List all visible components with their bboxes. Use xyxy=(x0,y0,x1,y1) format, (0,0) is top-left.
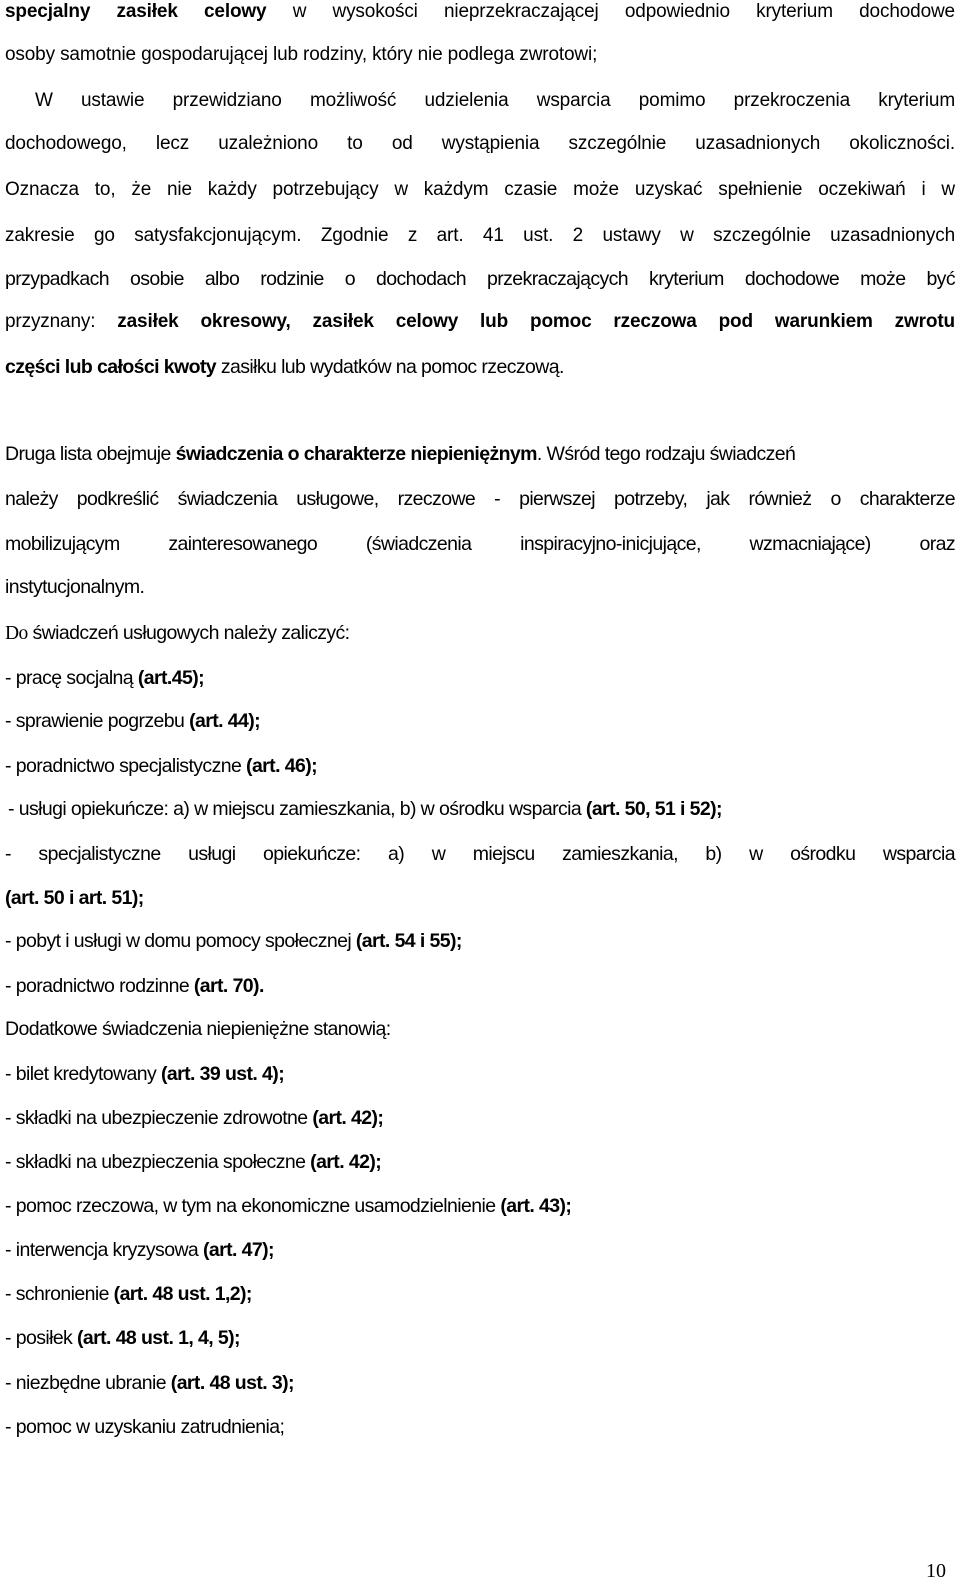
article-ref: (art. 42); xyxy=(312,1107,384,1129)
text-run: zasiłku lub wydatków na pomoc rzeczową. xyxy=(216,356,564,378)
list-item xyxy=(5,1150,381,1174)
paragraph-line: W ustawie przewidziano możliwość udzielenia wsparcia pomimo przekroczenia kryterium xyxy=(35,90,955,111)
list-item xyxy=(5,666,204,690)
list-item xyxy=(5,1062,284,1086)
paragraph-line xyxy=(5,442,795,466)
article-ref: (art. 70). xyxy=(193,975,264,997)
text-run: świadczeń usługowych należy zaliczyć: xyxy=(27,622,350,644)
article-ref: (art. 54 i 55); xyxy=(355,930,462,952)
paragraph-line: Oznacza to, że nie każdy potrzebujący w każdym czasie może uzyskać spełnienie oczekiwań i w xyxy=(5,179,955,200)
item-text: - pracę socjalną xyxy=(5,667,138,689)
paragraph-line: należy podkreślić świadczenia usługowe, rzeczowe - pierwszej potrzeby, jak również o charakterze xyxy=(5,488,955,510)
article-ref: (art. 48 ust. 1, 4, 5); xyxy=(77,1327,240,1349)
list-item xyxy=(5,1415,284,1439)
paragraph-line xyxy=(5,355,564,379)
list-item xyxy=(5,1238,274,1262)
list-item-continuation xyxy=(5,886,144,910)
item-text: - składki na ubezpieczenie zdrowotne xyxy=(5,1107,313,1129)
list-item xyxy=(5,754,317,778)
item-text: - interwencja kryzysowa xyxy=(5,1239,203,1261)
paragraph-line: przypadkach osobie albo rodzinie o dochodach przekraczających kryterium dochodowe może być xyxy=(5,268,955,290)
item-text: - pomoc rzeczowa, w tym na ekonomiczne usamodzielnienie xyxy=(5,1195,501,1217)
article-ref: (art. 50 i art. 51); xyxy=(5,887,144,909)
paragraph-line: osoby samotnie gospodarującej lub rodziny, który nie podlega zwrotowi; xyxy=(5,44,598,65)
bold-term: zasiłek okresowy, zasiłek celowy lub pomoc rzeczowa pod warunkiem zwrotu xyxy=(117,311,955,332)
list-item xyxy=(5,1282,252,1306)
article-ref: (art. 50, 51 i 52); xyxy=(585,798,722,820)
article-ref: (art. 42); xyxy=(310,1151,382,1173)
bold-term: części lub całości kwoty xyxy=(5,356,217,378)
text-run: w wysokości nieprzekraczającej odpowiednio kryterium dochodowe xyxy=(266,1,955,22)
item-text: - poradnictwo specjalistyczne xyxy=(5,755,247,777)
article-ref: (art. 48 ust. 1,2); xyxy=(113,1283,252,1305)
item-text: - poradnictwo rodzinne xyxy=(5,975,194,997)
bold-term: specjalny zasiłek celowy xyxy=(5,1,267,22)
list-item xyxy=(5,709,260,733)
item-text: - bilet kredytowany xyxy=(5,1063,161,1085)
item-text: - pobyt i usługi w domu pomocy społecznej xyxy=(5,930,356,952)
bold-term: świadczenia o charakterze niepieniężnym xyxy=(175,443,537,465)
item-text: - usługi opiekuńcze: a) w miejscu zamieszkania, b) w ośrodku wsparcia xyxy=(8,798,586,820)
article-ref: (art.45); xyxy=(137,667,204,689)
item-text: - pomoc w uzyskaniu zatrudnienia; xyxy=(5,1416,285,1438)
item-text: - sprawienie pogrzebu xyxy=(5,710,190,732)
list-item xyxy=(5,1371,294,1395)
list-item: - specjalistyczne usługi opiekuńcze: a) w miejscu zamieszkania, b) w ośrodku wsparcia xyxy=(5,843,955,865)
paragraph-line: mobilizującym zainteresowanego (świadczenia inspiracyjno-inicjujące, wzmacniające) oraz xyxy=(5,533,955,555)
paragraph-line xyxy=(5,310,955,334)
paragraph-line: instytucjonalnym. xyxy=(5,576,145,598)
paragraph-line: dochodowego, lecz uzależniono to od wystąpienia szczególnie uzasadnionych okoliczności. xyxy=(5,133,955,154)
text-run: Druga lista obejmuje xyxy=(5,443,176,465)
list-item xyxy=(5,929,462,953)
article-ref: (art. 39 ust. 4); xyxy=(161,1063,285,1085)
text-run: . Wśród tego rodzaju świadczeń xyxy=(536,443,796,465)
item-text: - posiłek xyxy=(5,1327,78,1349)
item-text: - niezbędne ubranie xyxy=(5,1372,171,1394)
article-ref: (art. 48 ust. 3); xyxy=(170,1372,294,1394)
additional-heading: Dodatkowe świadczenia niepieniężne stanowią: xyxy=(5,1018,391,1040)
page-number: 10 xyxy=(926,1560,946,1582)
list-item xyxy=(5,1326,240,1350)
list-item xyxy=(5,1106,383,1130)
paragraph-line: zakresie go satysfakcjonującym. Zgodnie z art. 41 ust. 2 ustawy w szczególnie uzasadnionych xyxy=(5,225,955,246)
article-ref: (art. 43); xyxy=(500,1195,572,1217)
article-ref: (art. 46); xyxy=(246,755,317,777)
item-text: - schronienie xyxy=(5,1283,114,1305)
item-text: - składki na ubezpieczenia społeczne xyxy=(5,1151,311,1173)
services-heading xyxy=(5,621,350,645)
article-ref: (art. 47); xyxy=(203,1239,274,1261)
text-run: przyznany: xyxy=(5,311,118,332)
paragraph-line xyxy=(5,0,955,24)
text-run: Do xyxy=(5,623,28,644)
article-ref: (art. 44); xyxy=(189,710,261,732)
list-item xyxy=(8,797,722,821)
list-item xyxy=(5,1194,571,1218)
list-item xyxy=(5,974,264,998)
